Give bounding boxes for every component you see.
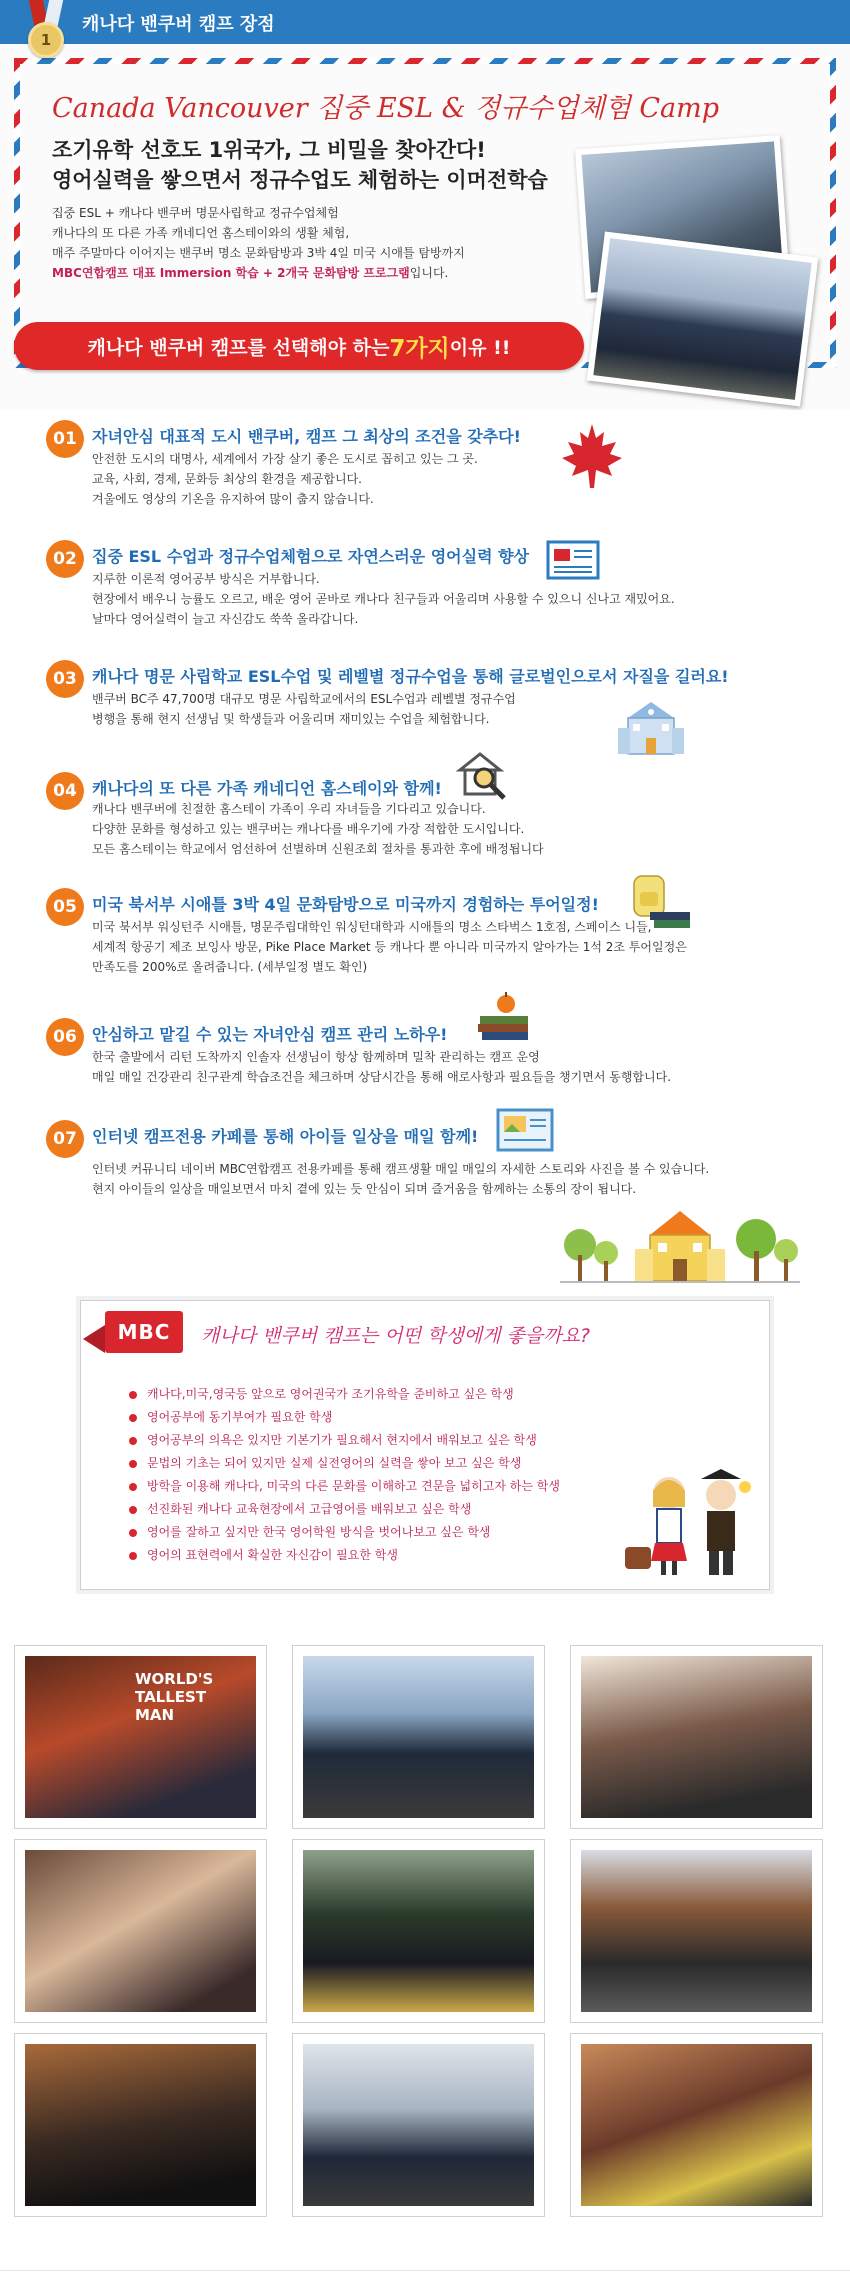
students-illustration (621, 1451, 761, 1581)
reason-line: 안전한 도시의 대명사, 세계에서 가장 살기 좋은 도시로 꼽히고 있는 그 곳. (92, 452, 478, 466)
reason-number: 07 (46, 1120, 84, 1158)
list-item: 영어공부에 동기부여가 필요한 학생 (129, 1406, 560, 1429)
reason-number: 05 (46, 888, 84, 926)
photo-museum-group (14, 1645, 267, 1829)
school-building-icon (616, 698, 686, 758)
reason-item-05 (46, 888, 806, 998)
reason-number: 02 (46, 540, 84, 578)
reason-line: 밴쿠버 BC주 47,700명 대규모 명문 사립학교에서의 ESL수업과 레벨별 정규수업 (92, 692, 516, 706)
list-item: 영어공부의 의욕은 있지만 기본기가 필요해서 현지에서 배워보고 싶은 학생 (129, 1429, 560, 1452)
photo-craft-activity (14, 1839, 267, 2023)
reason-item-03 (46, 660, 806, 760)
intro-lead-2: 영어실력을 쌓으면서 정규수업도 체험하는 이머전학습 (52, 168, 548, 192)
reason-title: 안심하고 맡길 수 있는 자녀안심 캠프 관리 노하우! (92, 1025, 448, 1044)
reason-line: 한국 출발에서 리턴 도착까지 인솔자 선생님이 항상 함께하며 밀착 관리하는 캠프 운영 (92, 1050, 540, 1064)
reason-line: 겨울에도 영상의 기온을 유지하여 많이 춥지 않습니다. (92, 492, 374, 506)
reason-number: 04 (46, 772, 84, 810)
logo-tail (83, 1325, 105, 1353)
reason-title: 미국 북서부 시애틀 3박 4일 문화탐방으로 미국까지 경험하는 투어일정! (92, 895, 599, 914)
newspaper-icon (546, 540, 600, 580)
banner-prefix: 캐나다 밴쿠버 캠프를 선택해야 하는 (87, 336, 390, 359)
reason-line: 모든 홈스테이는 학교에서 엄선하여 선별하며 신원조회 절차를 통과한 후에 배정됩니다 (92, 842, 544, 856)
reason-line: 교육, 사회, 경제, 문화등 최상의 환경을 제공합니다. (92, 472, 362, 486)
reason-line: 미국 북서부 워싱턴주 시애틀, 명문주립대학인 워싱턴대학과 시애틀의 명소 스타벅스 1호점, 스페이스 니들, (92, 920, 652, 934)
photo-board-icon (496, 1108, 554, 1156)
bottom-divider (0, 2270, 850, 2271)
list-item: 영어를 잘하고 싶지만 한국 영어학원 방식을 벗어나보고 싶은 학생 (129, 1521, 560, 1544)
photo-cafeteria-group (570, 1645, 823, 1829)
reason-line: 매일 매일 건강관리 친구관계 학습조건을 체크하며 상담시간을 통해 애로사항과 필요들을 챙기면서 동행합니다. (92, 1070, 672, 1084)
intro-line-3: 매주 주말마다 이어지는 밴쿠버 명소 문화탐방과 3박 4일 미국 시애틀 탐방까지 (52, 246, 465, 260)
reason-line: 세계적 항공기 제조 보잉사 방문, Pike Place Market 등 캐나다 뿐 아니라 미국까지 알아가는 1석 2조 투어일정은 (92, 940, 687, 954)
list-item: 영어의 표현력에서 확실한 자신감이 필요한 학생 (129, 1544, 560, 1567)
reason-item-01 (46, 420, 806, 520)
intro-line-1: 집중 ESL + 캐나다 밴쿠버 명문사립학교 정규수업체험 (52, 206, 339, 220)
recommended-list (129, 1383, 560, 1567)
reason-title: 집중 ESL 수업과 정규수업체험으로 자연스러운 영어실력 향상 (92, 547, 530, 566)
reason-number: 01 (46, 420, 84, 458)
intro-lead-1: 조기유학 선호도 1위국가, 그 비밀을 찾아간다! (52, 138, 486, 162)
reason-item-07 (46, 1120, 806, 1210)
reason-line: 다양한 문화를 형성하고 있는 밴쿠버는 캐나다를 배우기에 가장 적합한 도시입니다. (92, 822, 525, 836)
reason-item-04 (46, 772, 806, 872)
reason-title: 캐나다의 또 다른 가족 캐네디언 홈스테이와 함께! (92, 779, 442, 798)
photo-dining-group (570, 2033, 823, 2217)
list-item: 캐나다,미국,영국등 앞으로 영어권국가 조기유학을 준비하고 싶은 학생 (129, 1383, 560, 1406)
reason-line: 인터넷 커뮤니티 네이버 MBC연합캠프 전용카페를 통해 캠프생활 매일 매일의 자세한 스토리와 사진을 볼 수 있습니다. (92, 1162, 710, 1176)
reason-item-02 (46, 540, 806, 640)
intro-line-4-tail: 입니다. (409, 266, 449, 280)
reason-line: 날마다 영어실력이 늘고 자신감도 쑥쑥 올라갑니다. (92, 612, 359, 626)
photo-waterfront-group (292, 1645, 545, 1829)
mbc-question: 캐나다 밴쿠버 캠프는 어떤 학생에게 좋을까요? (201, 1325, 591, 1347)
photo-olympic-cauldron-group (292, 2033, 545, 2217)
reason-number: 03 (46, 660, 84, 698)
reason-line: 현장에서 배우니 능률도 오르고, 배운 영어 곧바로 캐나다 친구들과 어울리며 사용할 수 있으니 신나고 재밌어요. (92, 592, 675, 606)
intro-line-4 (52, 264, 448, 281)
header-title: 캐나다 밴쿠버 캠프 장점 (82, 14, 275, 35)
intro-section (0, 44, 850, 410)
banner-accent: 7가지 (389, 335, 450, 362)
town-illustration (560, 1205, 800, 1285)
intro-highlight: MBC연합캠프 대표 Immersion 학습 + 2개국 문화탐방 프로그램 (52, 266, 410, 280)
photo-outdoor-group (292, 1839, 545, 2023)
apple-books-icon (474, 990, 532, 1048)
reason-item-06 (46, 1018, 806, 1108)
house-search-icon (456, 748, 512, 804)
reason-title: 인터넷 캠프전용 카페를 통해 아이들 일상을 매일 함께! (92, 1127, 479, 1146)
header-bar (0, 0, 850, 44)
camp-title: Canada Vancouver 집중 ESL & 정규수업체험 Camp (52, 93, 719, 124)
medal-number: 1 (28, 22, 64, 58)
reason-line: 만족도를 200%로 올려줍니다. (세부일정 별도 확인) (92, 960, 368, 974)
reason-line: 현지 아이들의 일상을 매일보면서 마치 곁에 있는 듯 안심이 되며 즐거움을 함께하는 소통의 장이 됩니다. (92, 1182, 637, 1196)
reasons-banner (14, 322, 584, 370)
reason-number: 06 (46, 1018, 84, 1056)
list-item: 선진화된 캐나다 교육현장에서 고급영어를 배워보고 싶은 학생 (129, 1498, 560, 1521)
maple-leaf-icon (556, 420, 628, 492)
list-item: 문법의 기초는 되어 있지만 실제 실전영어의 실력을 쌓아 보고 싶은 학생 (129, 1452, 560, 1475)
medal-icon (24, 0, 68, 62)
reason-line: 지루한 이론적 영어공부 방식은 거부합니다. (92, 572, 320, 586)
reason-line: 캐나다 밴쿠버에 친절한 홈스테이 가족이 우리 자녀들을 기다리고 있습니다. (92, 802, 486, 816)
banner-suffix: 이유 !! (449, 336, 511, 359)
backpack-books-icon (626, 868, 694, 934)
intro-line-2: 캐나다의 또 다른 가족 캐네디언 홈스테이와의 생활 체험, (52, 226, 350, 240)
reason-title: 캐나다 명문 사립학교 ESL수업 및 레벨별 정규수업을 통해 글로벌인으로서 자질을 길러요! (92, 667, 729, 686)
mbc-logo: MBC (105, 1311, 183, 1353)
group-photo (587, 231, 819, 406)
photo-indoor-group (14, 2033, 267, 2217)
list-item: 방학을 이용해 캐나다, 미국의 다른 문화를 이해하고 견문을 넓히고자 하는 학생 (129, 1475, 560, 1498)
reason-line: 병행을 통해 현지 선생님 및 학생들과 어울리며 재미있는 수업을 체험합니다. (92, 712, 490, 726)
photo-campus-group (570, 1839, 823, 2023)
reason-title: 자녀안심 대표적 도시 밴쿠버, 캠프 그 최상의 조건을 갖추다! (92, 427, 521, 446)
photo-caption: WORLD'S TALLEST MAN (135, 1670, 214, 1724)
recommended-students-box (80, 1300, 770, 1590)
